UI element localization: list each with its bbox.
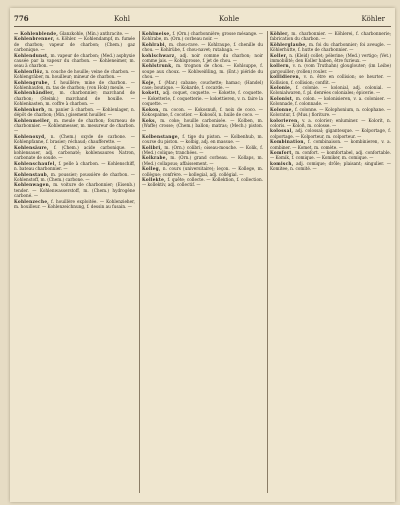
header-rule — [14, 26, 391, 27]
running-head-right: Köhler — [361, 15, 385, 23]
dictionary-entry — [14, 172, 135, 183]
dictionary-entry — [142, 177, 263, 188]
entry-definition: n. cours (universitaire); leçon. — Kollege, m. collègue; confrère. — kollegial, adj. collégial. — — [142, 166, 263, 177]
entry-headword: Kohlenstaub, — [14, 171, 49, 177]
entry-headword: Kohlenoxyd, — [14, 133, 47, 139]
dictionary-entry — [270, 85, 391, 96]
dictionary-entry — [14, 134, 135, 145]
dictionary-entry — [270, 150, 391, 161]
entry-headword: Kokon, — [142, 106, 161, 112]
entry-definition: adj. colossal; gigantesque. — Kolportage, f. colportage. — Kolporteur, m. colporteur. — — [270, 128, 391, 139]
column-divider — [267, 31, 268, 493]
dictionary-entry — [14, 53, 135, 69]
entry-definition: m. confort. — komfortabel, adj. confortable. — Komik, f. comique. — Komiker, m. comique. — — [270, 149, 391, 161]
entry-definition: Glanzkohle, (Min.) anthracite. — — [59, 31, 129, 36]
entry-definition: m. chou-rave. — Kohlraupe, f. chenille du chou. — Kohlrübe, f. chou-navet; rutabaga. — — [142, 41, 263, 53]
entry-definition: m. cocon. — Kokosnuß, f. noix de coco. — Kokospalme, f. cocotier. — Kokosöl, n. huile de coco. — — [142, 106, 263, 118]
entry-definition: m. charbonnier; marchand de charbon; (Steink.) marchand de houille. — Kohlenkasten, m. coffre à charbon. — — [14, 90, 135, 107]
running-head-left: Kohl — [114, 15, 131, 23]
entry-definition: adj. comique; drôle; plaisant; singulier. — Komitee, n. comité. — — [270, 160, 391, 172]
entry-definition: f. houillère; mine de charbon. — Kohlenhaufen, m. tas de charbon; (von Holz) meule. — — [14, 79, 135, 91]
dictionary-entry — [270, 42, 391, 53]
entry-headword: Kolleg, — [142, 166, 161, 172]
dictionary-entry — [142, 42, 263, 53]
entry-definition: f. quête; collecte. — Kollektion, f. collection. — kollektiv, adj. collectif. — — [142, 176, 263, 188]
entry-headword: Kolbenstange, — [142, 133, 180, 139]
entry-definition: m. meule de charbon; fourneau de charbonnier. — Kohlenmesser, m. mesureur de charbon. — — [14, 117, 135, 134]
dictionary-entry — [270, 31, 391, 42]
entry-headword: Kohlstrunk, — [142, 63, 174, 69]
entry-headword: kolossal, — [270, 128, 294, 134]
entry-headword: Kohlenkorb, — [14, 106, 47, 112]
dictionary-entry — [14, 80, 135, 91]
dictionary-entry — [270, 118, 391, 129]
entry-definition: adj. coquet, coquette. — Kokette, f. coquette. — Koketterie, f. coquetterie. — kokettieren, v. n. faire la coquette. — — [142, 90, 263, 107]
entry-definition: m. charbonnier. — Köhlerei, f. charbonnerie; fabrication du charbon. — — [270, 31, 391, 42]
page-number: 776 — [14, 14, 29, 23]
entry-definition: f. combinaison. — kombinieren, v. a. combiner. — Komet, m. comète. — — [270, 139, 391, 150]
dictionary-entry — [142, 90, 263, 106]
entry-definition: v. n. être en collision; se heurter. — Kollision, f. collision; conflit. — — [270, 74, 391, 85]
dictionary-entry — [270, 53, 391, 64]
entry-definition: adj. noir comme du charbon; noir comme jais. — Kohlsprosse, f. jet de chou. — — [142, 52, 263, 64]
entry-headword: kohlschwarz, — [142, 52, 177, 58]
dictionary-entry — [270, 161, 391, 172]
entry-definition: f. pelle à charbon. — Kohlenschiff, n. bateau charbonnier. — — [14, 160, 135, 172]
dictionary-entry — [142, 134, 263, 145]
entry-definition: f. tige du piston. — Kolbenhub, m. course du piston. — kolbig, adj. en massue. — — [142, 133, 263, 145]
dictionary-entry — [270, 107, 391, 118]
entry-headword: Köhlerglaube, — [270, 41, 308, 47]
entry-definition: f. houillère exploitée. — Kohlenzieher, m. houilleur. — Kohlenzeichnung, f. dessin au fusain. — — [14, 198, 135, 209]
entry-definition: m. poussier; poussière de charbon. — Kohlenstoff, m. (Chem.) carbone. — — [14, 171, 135, 182]
entry-headword: Kollekte, — [142, 176, 166, 182]
entry-definition: f. colonne. — Kolophonium, n. colophane. — Koloratur, f. (Mus.) fioriture. — — [270, 106, 391, 118]
text-column-2 — [142, 31, 263, 495]
dictionary-entry — [270, 96, 391, 107]
dictionary-entry — [14, 161, 135, 172]
running-head-middle: Kohle — [219, 15, 240, 23]
entry-headword: Kohlenflöz, — [14, 68, 45, 74]
entry-definition: f. (Orn.) charbonnière; grosse mésange. — Kohlrabe, m. (Orn.) corbeau noir. — — [142, 31, 263, 42]
entry-definition: m. (Orn.) grand corbeau. — Kollaps, m. (Med.) collapsus; affaissement. — — [142, 155, 263, 166]
entry-headword: Kohlrabi, — [142, 41, 167, 47]
entry-headword: Kohlenmeiler, — [14, 117, 51, 123]
entry-headword: Kohlenschaufel, — [14, 160, 57, 166]
entry-headword: Komfort, — [270, 149, 294, 155]
dictionary-entry — [14, 36, 135, 52]
entry-headword: Kolkrabe, — [142, 155, 168, 161]
dictionary-entry — [142, 145, 263, 156]
dictionary-page — [10, 8, 395, 502]
entry-headword: Kohlmeise, — [142, 31, 172, 36]
entry-headword: Koller, — [270, 52, 288, 58]
column-divider — [139, 31, 140, 493]
entry-headword: kollern, — [270, 63, 291, 69]
dictionary-entry — [270, 139, 391, 150]
dictionary-entry — [14, 69, 135, 80]
entry-definition: s. Köhler. — Kohlendampf, m. fumée de charbon; vapeur de charbon; (Chem.) gaz carbonique. — — [14, 36, 135, 53]
entry-headword: Kohlengrube, — [14, 79, 50, 85]
dictionary-entry — [14, 118, 135, 134]
entry-headword: Kolonne, — [270, 106, 294, 112]
dictionary-entry — [270, 63, 391, 74]
dictionary-entry — [270, 74, 391, 85]
entry-definition: n. couche de houille; veine de charbon. — Kohlengräber, m. houilleur; mineur de charbon. — — [14, 68, 135, 80]
entry-headword: Köhler, — [270, 31, 290, 36]
entry-headword: Kohlendunst, — [14, 52, 50, 58]
entry-headword: Koje, — [142, 79, 156, 85]
dictionary-entry — [14, 145, 135, 161]
entry-headword: Kohlenzeche, — [14, 198, 50, 204]
entry-headword: Kolonie, — [270, 85, 292, 91]
entry-headword: Kolonist, — [270, 95, 294, 101]
entry-headword: komisch, — [270, 160, 294, 166]
entry-definition: m. voiture de charbonnier; (Eisenb.) tender. — Kohlenwasserstoff, m. (Chem.) hydrogène carboné. — — [14, 182, 135, 199]
dictionary-entry — [142, 80, 263, 91]
entry-headword: kolorieren, — [270, 117, 300, 123]
dictionary-entry — [14, 182, 135, 198]
entry-definition: m. (Orn.) colibri; oiseau-mouche. — Kolik, f. (Med.) colique; tranchées. — — [142, 144, 263, 155]
entry-headword: Kohlenwagen, — [14, 182, 51, 188]
entry-definition: m. panier à charbon. — Kohlenlager, n. dépôt de charbon; (Min.) gisement houiller. — — [14, 106, 135, 118]
entry-definition: f. (Chem.) acide carbonique. — kohlensauer, adj. carbonaté; kohlensaures Natron, carbonate de soude. — — [14, 144, 135, 161]
entry-definition: n. (Kleid) collet; pèlerine; (Med.) vertigo; (Vet.) immobilité; den Koller haben, être furieux. — — [270, 52, 391, 64]
entry-definition: f. colonie. — kolonial, adj. colonial. — Kolonialwaren, f. pl. denrées coloniales; épicerie. — — [270, 85, 391, 96]
entry-definition: m. colon. — kolonisieren, v. a. coloniser. — Kolonnade, f. colonnade. — — [270, 95, 391, 107]
dictionary-entry — [14, 107, 135, 118]
entry-headword: Kombination, — [270, 139, 306, 145]
entry-headword: Kohlensäure, — [14, 144, 49, 150]
dictionary-entry — [142, 31, 263, 42]
entry-headword: kokett, — [142, 90, 161, 96]
entry-definition: m. trognon de chou. — Kohlsuppe, f. soupe aux choux. — Kohlweißling, m. (Ent.) piéride du chou. — — [142, 63, 263, 80]
dictionary-entry — [14, 90, 135, 106]
dictionary-entry — [142, 107, 263, 118]
entry-definition: v. n. (vom Truthahn) glouglouter; (im Leibe) gargouiller; (rollen) rouler. — — [270, 63, 391, 74]
entry-headword: kollidieren, — [270, 74, 301, 80]
entry-headword: Kolibri, — [142, 144, 163, 150]
dictionary-entry — [142, 53, 263, 64]
dictionary-entry — [142, 118, 263, 134]
text-column-3 — [270, 31, 391, 495]
entry-definition: m. vapeur de charbon; (Med.) asphyxie causée par la vapeur du charbon. — Kohleneimer, m. seau à charbon. — — [14, 52, 135, 69]
entry-headword: Kohlenbrenner, — [14, 36, 55, 42]
page-header — [14, 13, 391, 25]
entry-definition: m. coke; houille carbonisée. — Kolben, m. (Waffe) crosse; (Chem.) ballon; matras; (Mech.) piston. — — [142, 117, 263, 134]
dictionary-entry — [142, 155, 263, 166]
entry-headword: Koks, — [142, 117, 157, 123]
dictionary-entry — [142, 63, 263, 79]
entry-definition: n. (Chem.) oxyde de carbone. — Kohlenpfanne, f. brasier; réchaud; chaufferette. — — [14, 133, 135, 145]
entry-headword: Kohlenhändler, — [14, 90, 55, 96]
entry-headword: — Kohlenblende, — [14, 31, 59, 36]
text-column-1 — [14, 31, 135, 495]
entry-definition: v. a. colorier; enluminer. — Kolorit, n. coloris. — Koloß, m. colosse. — — [270, 117, 391, 128]
entry-definition: m. foi du charbonnier; foi aveugle. — Köhlerhütte, f. hutte de charbonnier. — — [270, 41, 391, 53]
dictionary-entry — [14, 199, 135, 210]
dictionary-entry — [142, 166, 263, 177]
dictionary-entry — [270, 128, 391, 139]
entry-definition: f. (Mar.) cabane; couchette; hamac; (Handel) case; boutique. — Kokarde, f. cocarde. — — [142, 79, 263, 91]
